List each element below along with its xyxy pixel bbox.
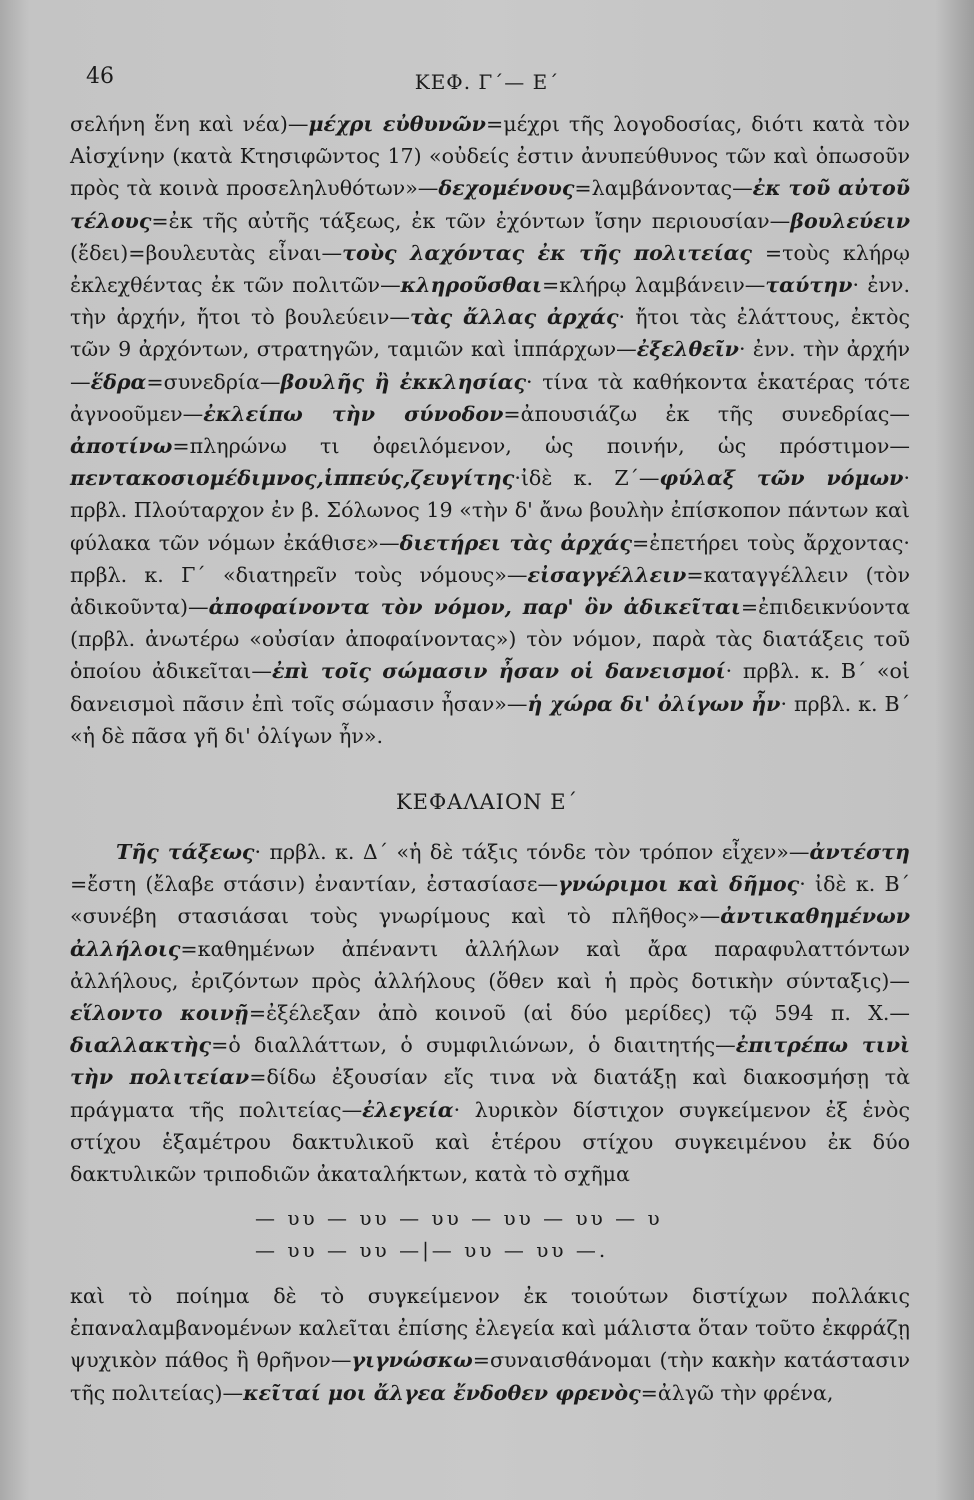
page-number: 46 (86, 64, 114, 89)
lemma-term: ἀποτίνω (70, 434, 173, 459)
gloss-text: · τίνα τὰ καθήκοντα ἑκατέρας τότε ἀγνοοῦμεν— (70, 369, 910, 426)
gloss-text: =ὁ διαλλάττων, ὁ συμφιλιώνων, ὁ διαιτητής— (211, 1033, 736, 1058)
lemma-term: γνώριμοι καὶ δῆμος (558, 872, 800, 897)
lemma-term: ταύτην (765, 273, 853, 298)
gloss-text: (ἔδει)=βουλευτὰς εἶναι— (70, 240, 343, 265)
lemma-term: τὰς ἄλλας ἀρχάς (409, 305, 619, 330)
lemma-term: ἐπὶ τοῖς σώμασιν ἦσαν οἱ δανεισμοί (271, 659, 726, 684)
lemma-term: βουλῆς ἢ ἐκκλησίας (280, 369, 527, 394)
page-header (0, 64, 974, 100)
commentary-block-chapter (70, 836, 910, 1190)
lemma-term: ἐπιτρέπω τινὶ τὴν πολιτείαν (70, 1033, 910, 1090)
gloss-text: σελήνη ἕνη καὶ νέα)— (70, 112, 309, 136)
commentary-paragraph (70, 836, 910, 1190)
gloss-text: =ἔστη (ἔλαβε στάσιν) ἐναντίαν, ἐστασίασε— (70, 872, 559, 897)
lemma-term: ἐκ τοῦ αὐτοῦ τέλους (70, 176, 910, 233)
lemma-term: ἐλεγεία (362, 1097, 454, 1122)
gloss-text: · πρβλ. κ. Δ΄ «ἡ δὲ τάξις τόνδε τὸν τρόπον εἶχεν»— (254, 840, 810, 864)
chapter-title: ΚΕΦΑΛΑΙΟΝ Ε΄ (395, 790, 579, 814)
gloss-text: =ἐκ τῆς αὐτῆς τάξεως, ἐκ τῶν ἐχόντων ἴσην περιουσίαν— (151, 208, 791, 233)
lemma-term: ἐκλείπω τὴν σύνοδον (203, 401, 504, 426)
commentary-block-end (70, 1280, 910, 1409)
gloss-text: =καθημένων ἀπέναντι ἀλλήλων καὶ ἄρα παραφυλαττόντων ἀλλήλους, ἐριζόντων πρὸς ἀλλήλους (ὅθεν καὶ ἡ πρὸς δοτικὴν σύνταξις)— (70, 936, 910, 993)
lemma-term: τοὺς λαχόντας ἐκ τῆς πολιτείας (342, 240, 752, 265)
lemma-term: πεντακοσιομέδιμνος,ἱππεύς,ζευγίτης (70, 466, 515, 491)
gloss-text: · λυρικὸν δίστιχον συγκείμενον ἐξ ἑνὸς στίχου ἑξαμέτρου δακτυλικοῦ καὶ ἑτέρου στίχου συγκειμένου ἐκ δύο δακτυλικῶν τριποδιῶν ἀκαταλήκτων, κατὰ τὸ σχῆμα (70, 1097, 910, 1187)
lemma-term: ἀποφαίνοντα τὸν νόμον, παρ' ὃν ἀδικεῖται (208, 595, 741, 620)
lemma-term: εἵλοντο κοινῇ (70, 1001, 249, 1026)
gloss-text: · ἰδὲ κ. Β΄ «συνέβη στασιάσαι τοὺς γνωρίμους καὶ τὸ πλῆθος»— (70, 872, 910, 929)
gloss-text: =λαμβάνοντας— (574, 176, 753, 201)
gloss-text: =ἀλγῶ τὴν φρένα, (640, 1380, 834, 1405)
lemma-term: βουλεύειν (790, 208, 910, 233)
lemma-term: κεῖταί μοι ἄλγεα ἔνδοθεν φρενὸς (243, 1380, 641, 1405)
lemma-term: Τῆς τάξεως (116, 840, 255, 864)
gloss-text: =κλήρῳ λαμβάνειν— (541, 273, 766, 298)
meter-line-hexameter: — υυ — υυ — υυ — υυ — υυ — υ (255, 1206, 663, 1230)
lemma-term: δεχομένους (438, 176, 575, 201)
gloss-text: =μέχρι τῆς λογοδοσίας, διότι κατὰ τὸν Αἰσχίνην (κατὰ Κτησιφῶντος 17) «οὐδείς ἐστιν ἀνυπεύθυνος τῶν καὶ ὁπωσοῦν πρὸς τὰ κοινὰ προσεληλυθότων»— (70, 112, 910, 201)
lemma-term: ἀντέστη (809, 840, 910, 864)
gloss-text: =πληρώνω τι ὀφειλόμενον, ὡς ποινήν, ὡς πρόστιμον— (172, 434, 910, 459)
gloss-text: =συναισθάνομαι (τὴν κακὴν κατάστασιν τῆς πολιτείας)— (70, 1348, 911, 1405)
gloss-text: καὶ τὸ ποίημα δὲ τὸ συγκείμενον ἐκ τοιούτων διστίχων πολλάκις ἐπαναλαμβανομένων καλεῖται ἐπίσης ἐλεγεία καὶ μάλιστα ὅταν τοῦτο ἐκφράζῃ ψυχικὸν πάθος ἢ θρῆνον— (70, 1284, 910, 1373)
gloss-text: =ἀπουσιάζω ἐκ τῆς συνεδρίας— (503, 401, 910, 426)
gloss-text: =ἐπετήρει τοὺς ἄρχοντας· πρβλ. κ. Γ΄ «διατηρεῖν τοὺς νόμους»— (70, 530, 910, 587)
gloss-text: · ἐνν. τὴν ἀρχήν— (70, 337, 910, 394)
commentary-paragraph (70, 1280, 910, 1409)
meter-line-pentameter: — υυ — υυ —|— υυ — υυ —. (255, 1238, 609, 1262)
lemma-term: ἀντικαθημένων ἀλλήλοις (70, 904, 910, 961)
gloss-text: =καταγγέλλειν (τὸν ἀδικοῦντα)— (70, 562, 910, 620)
lemma-term: φύλαξ τῶν νόμων (659, 466, 904, 491)
gloss-text: =ἐπιδεικνύοντα (πρβλ. ἀνωτέρω «οὐσίαν ἀποφαίνοντας») τὸν νόμον, παρὰ τὰς διατάξεις τοῦ ὁποίου ἀδικεῖται— (70, 595, 910, 684)
gloss-text: =τοὺς κλήρῳ ἐκλεχθέντας ἐκ τῶν πολιτῶν— (70, 240, 910, 298)
gloss-text: =συνεδρία— (146, 369, 281, 394)
lemma-term: κληροῦσθαι (400, 273, 542, 298)
commentary-block-top (70, 108, 910, 752)
gloss-text: · πρβλ. κ. Β΄ «ἡ δὲ πᾶσα γῆ δι' ὀλίγων ἦν». (70, 691, 910, 748)
running-title: ΚΕΦ. Γ΄— Ε΄ (414, 70, 560, 94)
lemma-term: διετήρει τὰς ἀρχάς (399, 530, 633, 555)
lemma-term: ἕδρα (90, 369, 147, 394)
lemma-term: εἰσαγγέλλειν (527, 562, 687, 587)
commentary-paragraph (70, 108, 910, 752)
gloss-text: · πρβλ. κ. Β΄ «οἱ δανεισμοὶ πᾶσιν ἐπὶ τοῖς σώμασιν ἦσαν»— (70, 659, 911, 716)
lemma-term: ἐξελθεῖν (636, 337, 739, 362)
gloss-text: ·ἰδὲ κ. Ζ΄— (514, 466, 660, 491)
lemma-term: ἡ χώρα δι' ὀλίγων ἦν (527, 691, 781, 716)
lemma-term: διαλλακτὴς (70, 1033, 212, 1058)
gloss-text: =δίδω ἐξουσίαν εἴς τινα νὰ διατάξῃ καὶ διακοσμήσῃ τὰ πράγματα τῆς πολιτείας— (70, 1065, 911, 1122)
lemma-term: μέχρι εὐθυνῶν (308, 112, 486, 136)
gloss-text: · ἤτοι τὰς ἐλάττους, ἐκτὸς τῶν 9 ἀρχόντων, στρατηγῶν, ταμιῶν καὶ ἱππάρχων— (70, 305, 910, 362)
gloss-text: =ἐξέλεξαν ἀπὸ κοινοῦ (αἱ δύο μερίδες) τῷ 594 π. Χ.— (248, 1001, 911, 1026)
lemma-term: γιγνώσκω (351, 1348, 473, 1373)
gloss-text: · πρβλ. Πλούταρχον ἐν β. Σόλωνος 19 «τὴν δ' ἄνω βουλὴν ἐπίσκοπον πάντων καὶ φύλακα τῶν νόμων ἐκάθισε»— (70, 466, 911, 555)
gloss-text: · ἐνν. τὴν ἀρχήν, ἤτοι τὸ βουλεύειν— (70, 273, 910, 330)
